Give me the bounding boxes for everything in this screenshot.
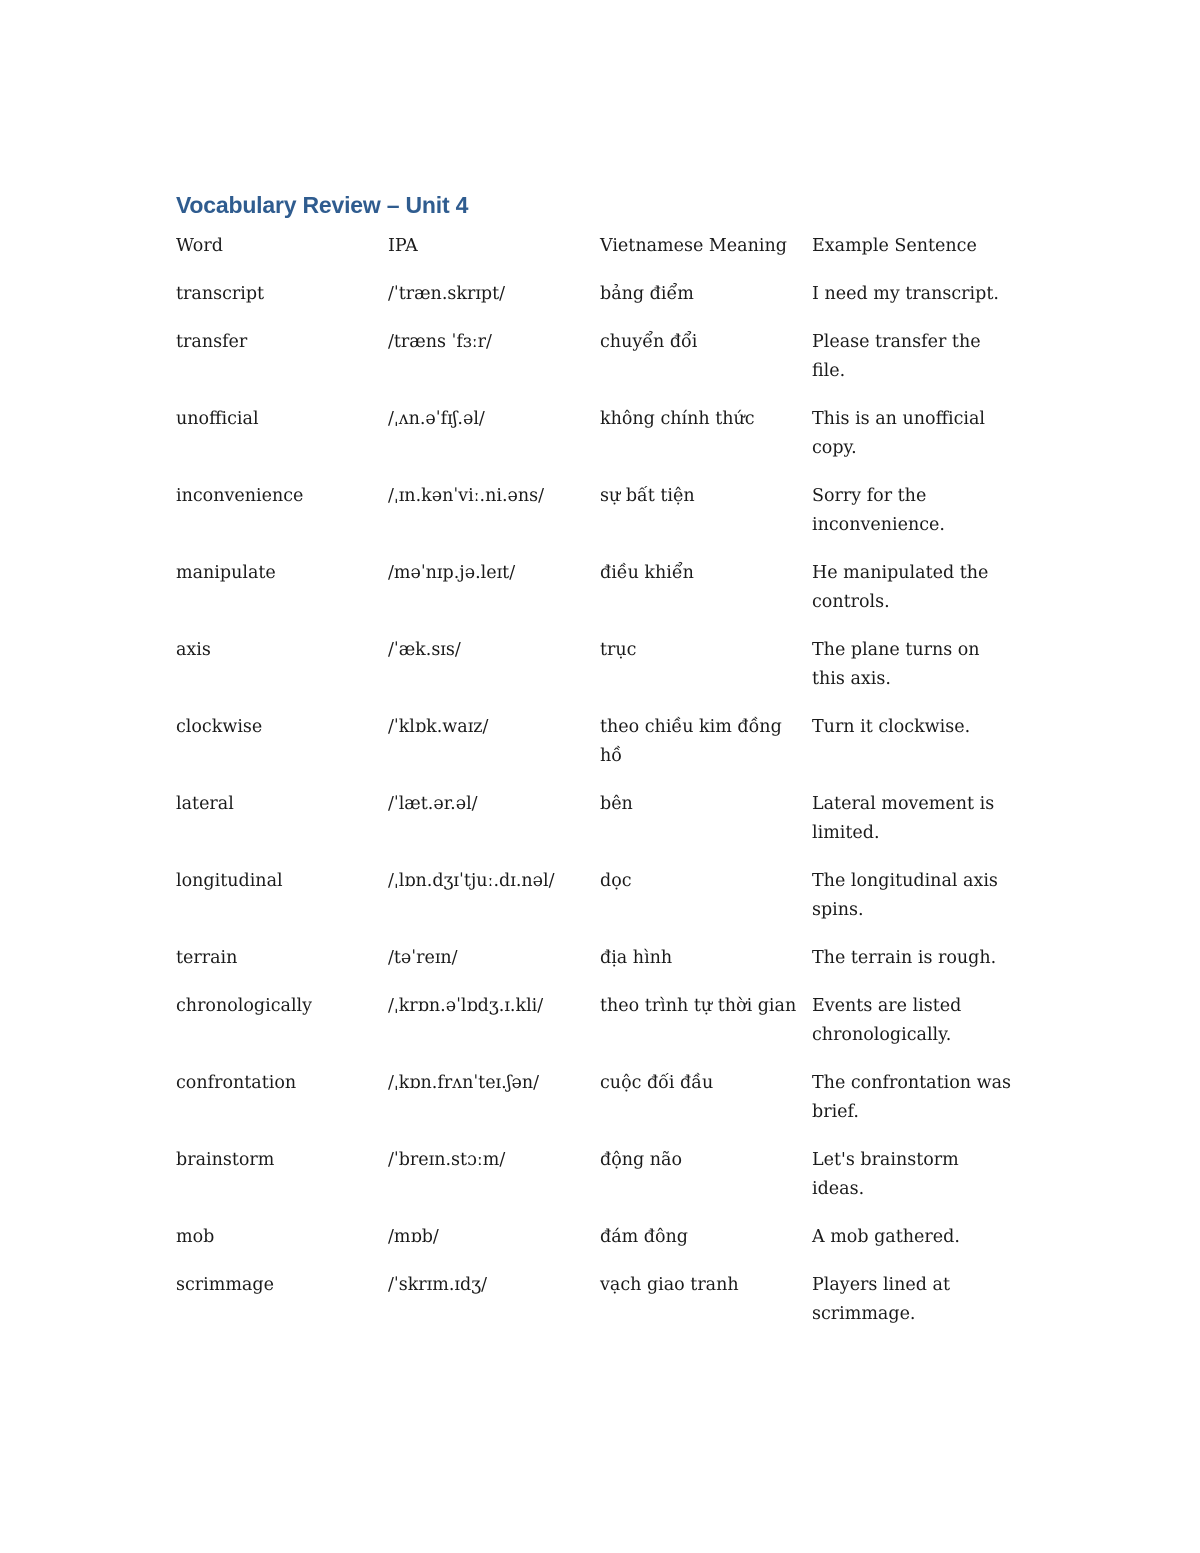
document-page [176, 190, 1036, 1348]
word-cell: transfer [176, 332, 248, 352]
meaning-cell: đám đông [600, 1227, 689, 1247]
header-vietnamese-meaning: Vietnamese Meaning [600, 236, 787, 256]
meaning-cell: sự bất tiện [600, 486, 695, 506]
ipa-cell: /ˈklɒk.waɪz/ [388, 717, 489, 737]
word-cell: longitudinal [176, 871, 283, 891]
ipa-cell: /mɒb/ [388, 1227, 439, 1247]
word-cell: axis [176, 640, 211, 660]
ipa-cell: /ˌlɒn.dʒɪˈtjuː.dɪ.nəl/ [388, 871, 555, 891]
word-cell: chronologically [176, 996, 313, 1016]
ipa-cell: /məˈnɪp.jə.leɪt/ [388, 563, 516, 583]
word-cell: manipulate [176, 563, 276, 583]
example-cell: The longitudinal axis spins. [812, 871, 998, 920]
word-cell: terrain [176, 948, 238, 968]
table-row [176, 1271, 1024, 1348]
table-row [176, 328, 1024, 405]
meaning-cell: bên [600, 794, 633, 814]
meaning-cell: chuyển đổi [600, 332, 698, 352]
example-cell: Players lined at scrimmage. [812, 1275, 951, 1324]
example-cell: Sorry for the inconvenience. [812, 486, 945, 535]
header-example-sentence: Example Sentence [812, 236, 977, 256]
table-row [176, 867, 1024, 944]
vocabulary-rows [176, 280, 1024, 1348]
word-cell: clockwise [176, 717, 263, 737]
meaning-cell: điều khiển [600, 563, 694, 583]
meaning-cell: dọc [600, 871, 632, 891]
word-cell: mob [176, 1227, 215, 1247]
example-cell: Please transfer the file. [812, 332, 981, 381]
ipa-cell: /ˌkrɒn.əˈlɒdʒ.ɪ.kli/ [388, 996, 544, 1016]
table-row [176, 636, 1024, 713]
ipa-cell: /ˈskrɪm.ɪdʒ/ [388, 1275, 487, 1295]
word-cell: unofficial [176, 409, 259, 429]
table-row [176, 482, 1024, 559]
table-header-row [176, 232, 1024, 280]
header-word: Word [176, 236, 223, 256]
meaning-cell: trục [600, 640, 637, 660]
table-row [176, 1069, 1024, 1146]
table-row [176, 1223, 1024, 1271]
table-row [176, 790, 1024, 867]
example-cell: Lateral movement is limited. [812, 794, 995, 843]
vocabulary-table [176, 232, 1024, 1348]
ipa-cell: /træns ˈfɜːr/ [388, 332, 492, 352]
example-cell: I need my transcript. [812, 284, 999, 304]
table-row [176, 405, 1024, 482]
meaning-cell: theo chiều kim đồng hồ [600, 717, 782, 766]
meaning-cell: cuộc đối đầu [600, 1073, 714, 1093]
example-cell: A mob gathered. [812, 1227, 960, 1247]
example-cell: Events are listed chronologically. [812, 996, 962, 1045]
table-row [176, 713, 1024, 790]
table-row [176, 280, 1024, 328]
word-cell: transcript [176, 284, 265, 304]
header-ipa: IPA [388, 236, 418, 256]
example-cell: Turn it clockwise. [812, 717, 971, 737]
example-cell: Let's brainstorm ideas. [812, 1150, 959, 1199]
document-title: Vocabulary Review – Unit 4 [176, 192, 469, 218]
example-cell: The plane turns on this axis. [812, 640, 980, 689]
meaning-cell: địa hình [600, 948, 673, 968]
example-cell: This is an unofficial copy. [812, 409, 986, 458]
word-cell: lateral [176, 794, 234, 814]
table-row [176, 944, 1024, 992]
word-cell: scrimmage [176, 1275, 274, 1295]
example-cell: The confrontation was brief. [812, 1073, 1011, 1122]
ipa-cell: /ˈbreɪn.stɔːm/ [388, 1150, 506, 1170]
word-cell: inconvenience [176, 486, 304, 506]
word-cell: confrontation [176, 1073, 297, 1093]
ipa-cell: /ˈtræn.skrɪpt/ [388, 284, 506, 304]
meaning-cell: động não [600, 1150, 683, 1170]
ipa-cell: /təˈreɪn/ [388, 948, 458, 968]
example-cell: The terrain is rough. [812, 948, 997, 968]
example-cell: He manipulated the controls. [812, 563, 989, 612]
word-cell: brainstorm [176, 1150, 275, 1170]
meaning-cell: bảng điểm [600, 284, 694, 304]
table-row [176, 1146, 1024, 1223]
meaning-cell: vạch giao tranh [600, 1275, 739, 1295]
ipa-cell: /ˈlæt.ər.əl/ [388, 794, 478, 814]
ipa-cell: /ˈæk.sɪs/ [388, 640, 461, 660]
table-row [176, 559, 1024, 636]
table-row [176, 992, 1024, 1069]
ipa-cell: /ˌʌn.əˈfɪʃ.əl/ [388, 409, 485, 429]
ipa-cell: /ˌɪn.kənˈviː.ni.əns/ [388, 486, 545, 506]
ipa-cell: /ˌkɒn.frʌnˈteɪ.ʃən/ [388, 1073, 539, 1093]
meaning-cell: theo trình tự thời gian [600, 996, 797, 1016]
meaning-cell: không chính thức [600, 409, 755, 429]
